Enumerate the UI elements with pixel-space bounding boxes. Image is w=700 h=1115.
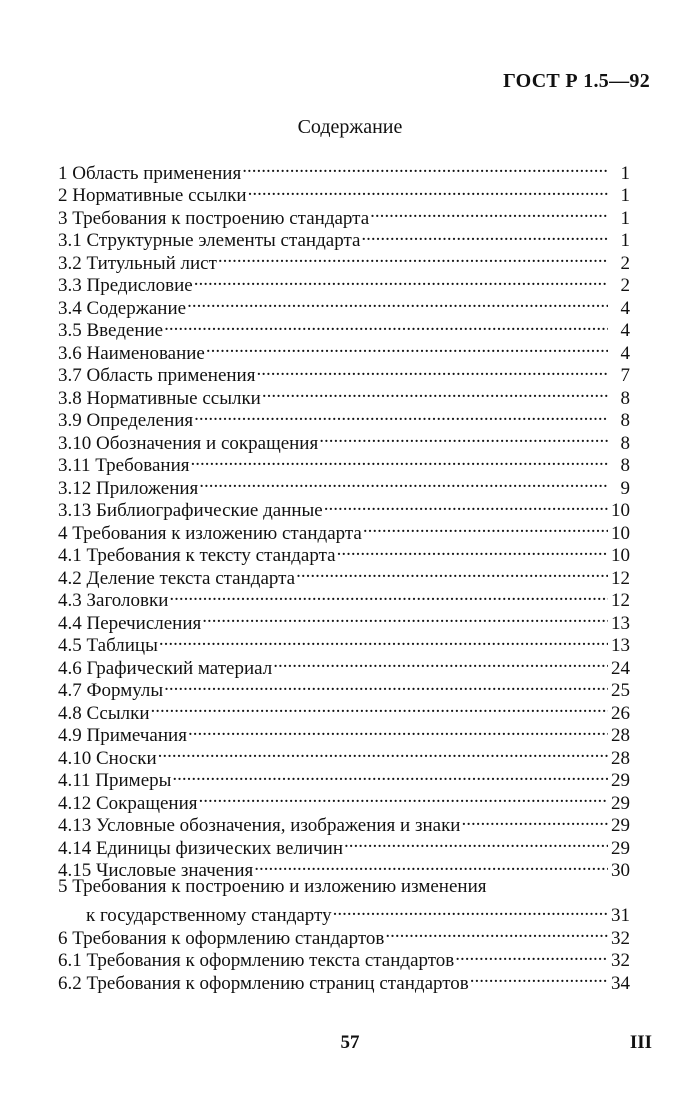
dot-leader — [242, 156, 608, 179]
toc-entry-page: 28 — [611, 747, 630, 769]
toc-entry-label: 3.3 Предисловие — [58, 275, 193, 296]
toc-entry-label: 4.7 Формулы — [58, 680, 164, 701]
page-number: 57 — [340, 1032, 360, 1053]
toc-entry-label: 4.14 Единицы физических величин — [58, 837, 343, 859]
toc-entry-label: 3.6 Наименование — [58, 342, 205, 364]
toc-entry-label: 4.13 Условные обозначения, изображения и знаки — [58, 815, 461, 836]
dot-leader — [319, 426, 608, 449]
toc-entry-page: 31 — [611, 905, 630, 926]
dot-leader — [337, 539, 608, 562]
toc-entry-page: 24 — [611, 657, 630, 679]
dot-leader — [254, 854, 608, 877]
dot-leader — [273, 651, 608, 674]
toc-entry-page: 13 — [611, 635, 630, 656]
dot-leader — [169, 584, 608, 607]
toc-entry-page: 26 — [611, 702, 630, 724]
toc-entry-label: 3.11 Требования — [58, 455, 190, 476]
toc-entry-label: 2 Нормативные ссылки — [58, 185, 247, 206]
dot-leader — [385, 921, 608, 944]
toc-entry-label: 5 Требования к построению и изложению изменения — [58, 876, 487, 897]
toc-entry-page: 12 — [611, 567, 630, 589]
toc-entry-page: 29 — [611, 837, 630, 859]
toc-entry-label: 3.8 Нормативные ссылки — [58, 387, 261, 409]
dot-leader — [370, 201, 608, 224]
toc-entry-label: 4.4 Перечисления — [58, 612, 202, 634]
toc-entry-label: 4.9 Примечания — [58, 725, 187, 746]
toc-entry-label: 3.2 Титульный лист — [58, 252, 217, 274]
toc-entry-label: 3.1 Структурные элементы стандарта — [58, 230, 361, 251]
doc-code: ГОСТ Р 1.5—92 — [503, 70, 650, 92]
dot-leader — [461, 809, 608, 832]
dot-leader — [248, 179, 608, 202]
dot-leader — [172, 764, 608, 787]
dot-leader — [262, 381, 608, 404]
dot-leader — [470, 966, 608, 989]
toc-entry-page: 13 — [611, 612, 630, 634]
toc-entry-label: 6 Требования к оформлению стандартов — [58, 927, 385, 949]
toc-entry-page: 32 — [611, 927, 630, 949]
toc-entry-label: 6.2 Требования к оформлению страниц стандартов — [58, 972, 469, 994]
toc-entry-label: 3.10 Обозначения и сокращения — [58, 432, 319, 454]
toc-entry-label: 1 Область применения — [58, 162, 242, 184]
toc-entry-page: 10 — [611, 545, 630, 566]
dot-leader — [206, 336, 608, 359]
toc-entry-page: 10 — [611, 500, 630, 521]
toc-entry-page: 10 — [611, 522, 630, 544]
dot-leader — [150, 696, 608, 719]
dot-leader — [188, 719, 608, 742]
toc-entry-page: 8 — [620, 410, 630, 431]
dot-leader — [455, 944, 608, 967]
toc-entry-label: 3.7 Область применения — [58, 365, 256, 386]
toc-entry-page: 1 — [620, 185, 630, 206]
toc-entry-page: 34 — [611, 972, 630, 994]
dot-leader — [361, 224, 608, 247]
table-of-contents — [58, 156, 630, 994]
toc-entry-page: 28 — [611, 725, 630, 746]
toc-entry-label: 4.2 Деление текста стандарта — [58, 567, 296, 589]
toc-entry-label: 4.15 Числовые значения — [58, 860, 254, 881]
dot-leader — [344, 831, 608, 854]
dot-leader — [324, 494, 608, 517]
dot-leader — [199, 471, 608, 494]
toc-entry-label: 4.8 Ссылки — [58, 702, 150, 724]
dot-leader — [296, 561, 608, 584]
toc-entry — [58, 899, 630, 926]
dot-leader — [194, 269, 608, 292]
toc-entry-page: 2 — [620, 275, 630, 296]
toc-entry-page: 12 — [611, 590, 630, 611]
toc-entry-label: 4 Требования к изложению стандарта — [58, 522, 362, 544]
toc-entry-label: 4.12 Сокращения — [58, 792, 198, 814]
roman-page-number: III — [629, 1032, 652, 1053]
toc-entry-label: 3.4 Содержание — [58, 297, 187, 319]
dot-leader — [164, 674, 608, 697]
toc-entry-page: 29 — [611, 770, 630, 791]
toc-entry-page: 4 — [620, 342, 630, 364]
toc-entry-label: 4.6 Графический материал — [58, 657, 273, 679]
toc-entry-page: 29 — [611, 792, 630, 814]
toc-entry-page: 4 — [620, 297, 630, 319]
toc-entry-label: 4.10 Сноски — [58, 747, 157, 769]
dot-leader — [202, 606, 608, 629]
toc-entry-label: 4.11 Примеры — [58, 770, 172, 791]
toc-entry-page: 1 — [620, 230, 630, 251]
toc-entry-label: 3.9 Определения — [58, 410, 194, 431]
dot-leader — [191, 449, 608, 472]
toc-entry-label: 4.5 Таблицы — [58, 635, 158, 656]
toc-entry-label: 4.1 Требования к тексту стандарта — [58, 545, 336, 566]
dot-leader — [218, 246, 608, 269]
toc-entry-label: к государственному стандарту — [86, 905, 332, 926]
toc-entry-page: 7 — [620, 365, 630, 386]
toc-entry-label: 3.12 Приложения — [58, 477, 199, 499]
dot-leader — [187, 291, 608, 314]
toc-entry-page: 4 — [620, 320, 630, 341]
dot-leader — [333, 899, 608, 922]
toc-entry-page: 32 — [611, 950, 630, 971]
toc-entry-page: 8 — [620, 455, 630, 476]
toc-title: Содержание — [297, 116, 403, 138]
toc-entry-page: 29 — [611, 815, 630, 836]
dot-leader — [256, 359, 608, 382]
dot-leader — [194, 404, 608, 427]
toc-entry-page: 30 — [611, 860, 630, 881]
toc-entry-label: 3.13 Библиографические данные — [58, 500, 323, 521]
toc-entry-page: 9 — [620, 477, 630, 499]
toc-entry-page: 8 — [620, 387, 630, 409]
dot-leader — [198, 786, 608, 809]
toc-entry — [58, 156, 630, 184]
toc-entry-page: 8 — [620, 432, 630, 454]
toc-entry-page: 25 — [611, 680, 630, 701]
toc-entry-page: 1 — [620, 162, 630, 184]
dot-leader — [159, 629, 608, 652]
toc-entry-page: 2 — [620, 252, 630, 274]
dot-leader — [363, 516, 608, 539]
toc-entry-label: 3 Требования к построению стандарта — [58, 207, 370, 229]
toc-entry-label: 4.3 Заголовки — [58, 590, 169, 611]
toc-entry-label: 3.5 Введение — [58, 320, 164, 341]
toc-entry-page: 1 — [620, 207, 630, 229]
toc-entry-label: 6.1 Требования к оформлению текста стандартов — [58, 950, 455, 971]
dot-leader — [158, 741, 608, 764]
dot-leader — [164, 314, 608, 337]
